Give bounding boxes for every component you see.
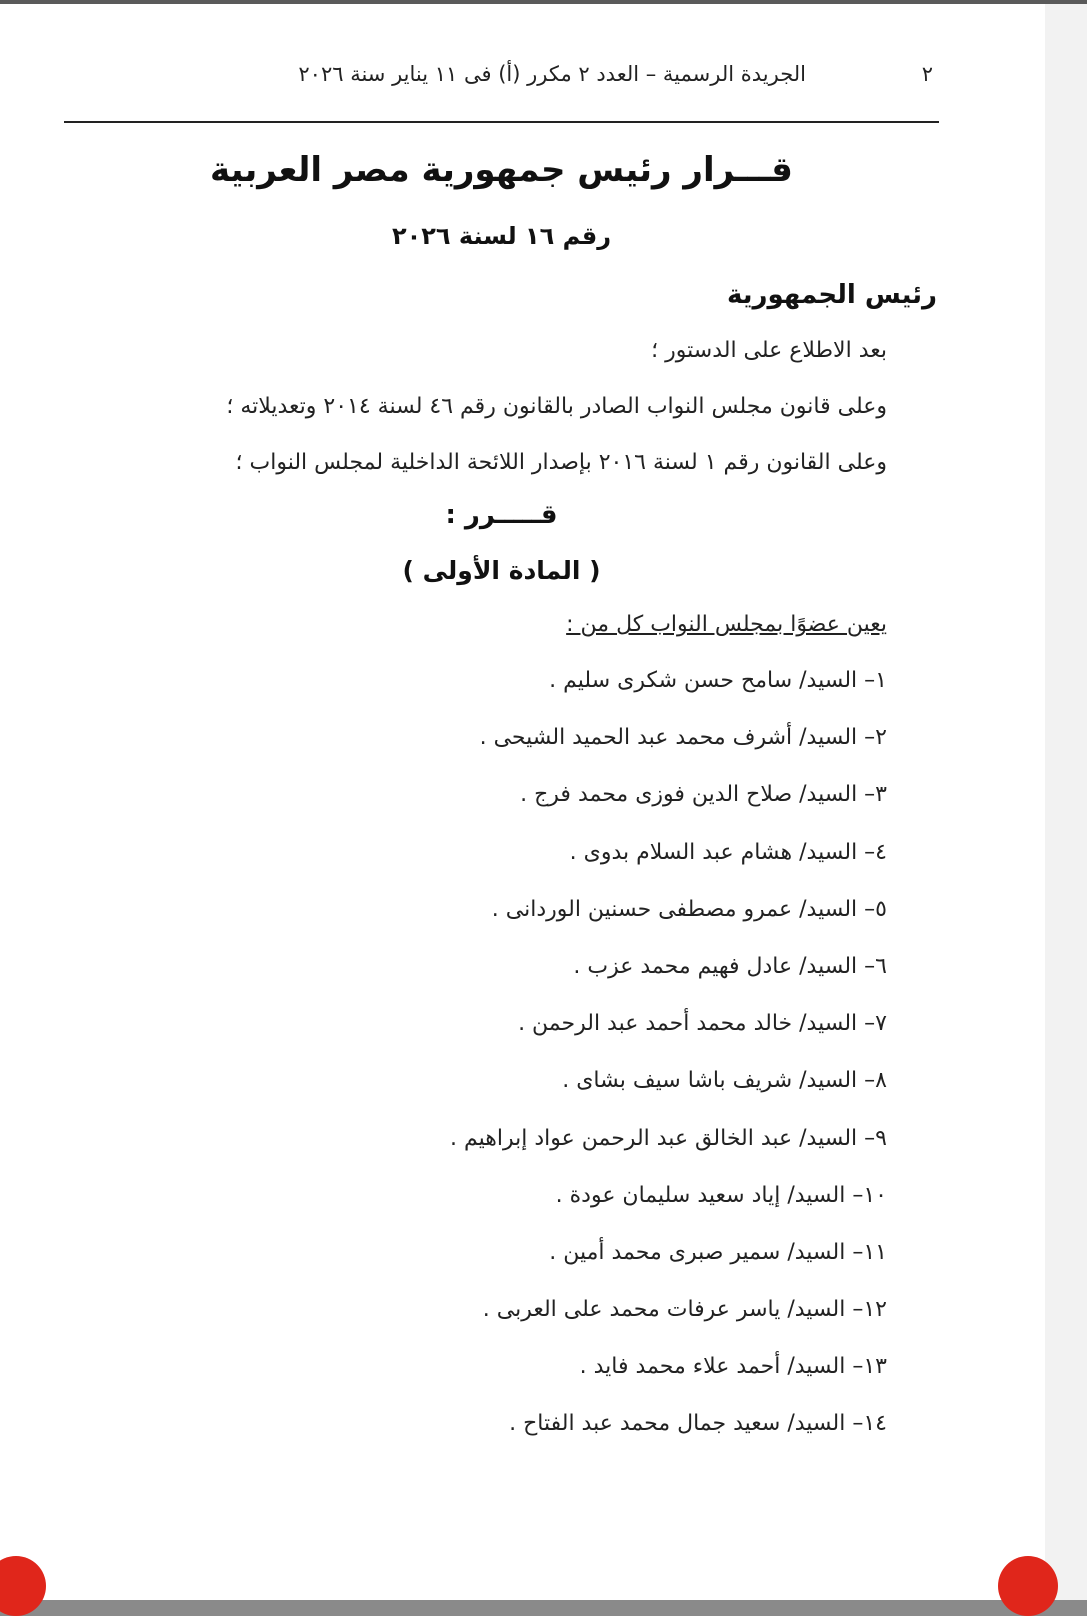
header-divider bbox=[64, 121, 939, 123]
gazette-header bbox=[64, 62, 939, 96]
appointment-intro: يعين عضوًا بمجلس النواب كل من : bbox=[566, 612, 887, 637]
decree-number: رقم ١٦ لسنة ٢٠٢٦ bbox=[391, 222, 612, 250]
member-item: ١٤– السيد/ سعيد جمال محمد عبد الفتاح . bbox=[509, 1411, 887, 1437]
viewer-side-margin bbox=[1045, 4, 1087, 1600]
member-item: ٣– السيد/ صلاح الدين فوزى محمد فرج . bbox=[520, 782, 887, 808]
member-item: ١٣– السيد/ أحمد علاء محمد فايد . bbox=[579, 1354, 887, 1380]
member-item: ٤– السيد/ هشام عبد السلام بدوى . bbox=[569, 839, 887, 865]
decree-title: قـــرار رئيس جمهورية مصر العربية bbox=[210, 150, 793, 190]
member-item: ١٠– السيد/ إياد سعيد سليمان عودة . bbox=[555, 1182, 887, 1208]
member-item: ٢– السيد/ أشرف محمد عبد الحميد الشيحى . bbox=[479, 725, 887, 751]
member-item: ١– السيد/ سامح حسن شكرى سليم . bbox=[549, 668, 887, 693]
member-item: ٥– السيد/ عمرو مصطفى حسنين الوردانى . bbox=[491, 896, 887, 922]
member-item: ٨– السيد/ شريف باشا سيف بشاى . bbox=[562, 1068, 887, 1094]
issuer-heading: رئيس الجمهورية bbox=[727, 280, 937, 310]
member-item: ٩– السيد/ عبد الخالق عبد الرحمن عواد إبراهيم . bbox=[450, 1125, 887, 1151]
decided-heading: قـــــرر : bbox=[445, 500, 558, 530]
preamble-line: وعلى القانون رقم ١ لسنة ٢٠١٦ بإصدار اللائحة الداخلية لمجلس النواب ؛ bbox=[235, 450, 887, 475]
member-item: ٦– السيد/ عادل فهيم محمد عزب . bbox=[573, 953, 887, 979]
member-item: ١٢– السيد/ ياسر عرفات محمد على العربى . bbox=[482, 1297, 887, 1323]
preamble-line: وعلى قانون مجلس النواب الصادر بالقانون رقم ٤٦ لسنة ٢٠١٤ وتعديلاته ؛ bbox=[226, 394, 887, 419]
members-list bbox=[450, 668, 887, 1469]
page-number: ٢ bbox=[921, 62, 933, 86]
preamble-line: بعد الاطلاع على الدستور ؛ bbox=[651, 338, 887, 363]
member-item: ١١– السيد/ سمير صبرى محمد أمين . bbox=[549, 1239, 887, 1265]
gazette-issue-line: الجريدة الرسمية – العدد ٢ مكرر (أ) فى ١١ يناير سنة ٢٠٢٦ bbox=[298, 62, 806, 86]
article-heading: ( المادة الأولى ) bbox=[402, 556, 601, 585]
member-item: ٧– السيد/ خالد محمد أحمد عبد الرحمن . bbox=[518, 1011, 887, 1037]
viewer-edge-marker bbox=[998, 1556, 1058, 1616]
